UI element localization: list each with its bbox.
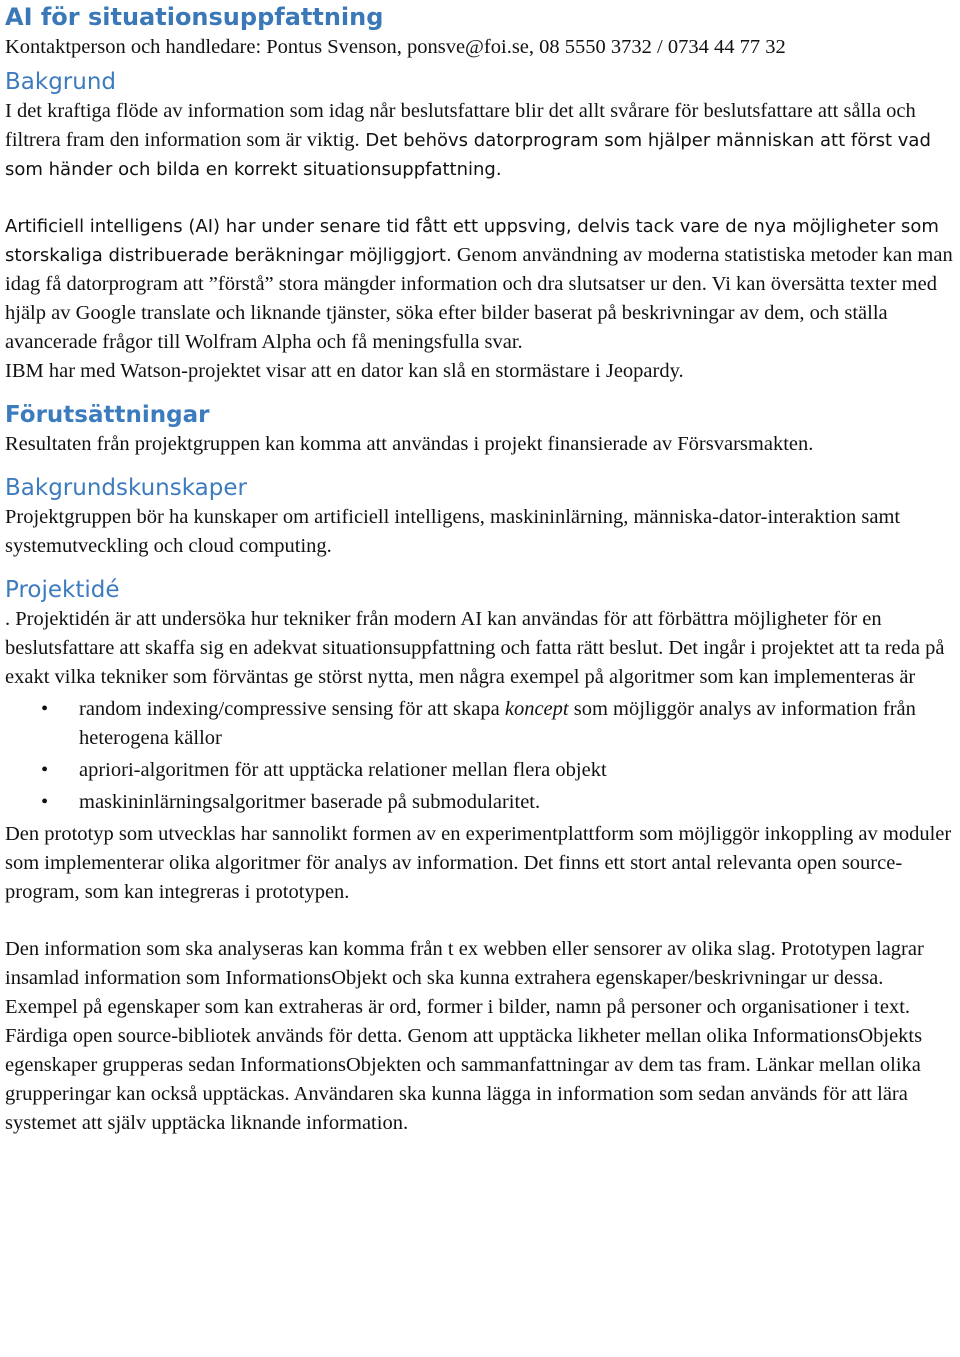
bullet-icon: • (41, 791, 49, 813)
list-item-text-after: som möjliggör analys av information från heterogena källor (79, 698, 916, 749)
prototype-paragraph: Den prototyp som utvecklas har sannolikt formen av en experimentplattform som möjliggör inkoppling av moduler som implementerar olika algoritmer för analys av information. Det finns ett stort antal relevanta open source-program, som kan integreras i prototypen. (5, 823, 952, 903)
bakgrund-paragraph-2 (5, 212, 955, 357)
bakgrund-p2-sans-text: Artificiell intelligens (AI) har under senare tid fått ett uppsving, delvis tack vare de nya möjligheter som storskaliga distribuerade beräkningar möjliggjort. (5, 216, 939, 266)
forutsattningar-text: Resultaten från projektgruppen kan komma att användas i projekt finansierade av Försvarsmakten. (5, 433, 814, 455)
spacer (5, 907, 955, 935)
document-title: AI för situationsuppfattning (5, 3, 384, 31)
heading-bakgrundskunskaper: Bakgrundskunskaper (5, 475, 247, 501)
bakgrund-paragraph-1 (5, 97, 955, 184)
list-item-text: apriori-algoritmen för att upptäcka relationer mellan flera objekt (79, 759, 607, 781)
spacer (5, 459, 955, 473)
information-paragraph: Den information som ska analyseras kan komma från t ex webben eller sensorer av olika slag. Prototypen lagrar insamlad information som InformationsObjekt och ska kunna extrahera egenskaper/beskrivningar ur dessa. Exempel på egenskaper som kan extraheras är ord, former i bilder, namn på personer och organisationer i text. Färdiga open source-bibliotek används för detta. Genom att upptäcka likheter mellan olika InformationsObjekts egenskaper grupperas sedan InformationsObjekten och sammanfattningar av dem tas fram. Länkar mellan olika grupperingar kan också upptäckas. Användaren ska kunna lägga in information som sedan används för att lära systemet att själv upptäcka liknande information. (5, 938, 924, 1134)
bakgrund-paragraph-3: IBM har med Watson-projektet visar att en dator kan slå en stormästare i Jeopardy. (5, 360, 684, 382)
bakgrund-p1-serif-text: I det kraftiga flöde av information som idag når beslutsfattare blir det allt svårare för beslutsfattare att sålla och filtrera fram den information som är viktig. (5, 100, 916, 151)
list-item (5, 756, 955, 785)
bakgrundskunskaper-text: Projektgruppen bör ha kunskaper om artificiell intelligens, maskininlärning, människa-dator-interaktion samt systemutveckling och cloud computing. (5, 506, 901, 557)
bakgrund-p2-serif-text: Genom användning av moderna statistiska metoder kan man idag få datorprogram att ”förstå” stora mängder information och dra slutsatser ur den. Vi kan översätta texter med hjälp av Google translate och liknande tjänster, söka efter bilder baserat på beskrivningar av dem, och ställa avancerade frågor till Wolfram Alpha och få meningsfulla svar. (5, 244, 953, 353)
list-item-text-before: random indexing/compressive sensing för att skapa (79, 698, 505, 720)
algorithm-list (5, 695, 955, 817)
spacer (5, 386, 955, 400)
bakgrund-p1-sans-text: Det behövs datorprogram som hjälper människan att först vad som händer och bilda en korrekt situationsuppfattning. (5, 130, 931, 180)
spacer (5, 561, 955, 575)
spacer (5, 184, 955, 212)
heading-projektide: Projektidé (5, 577, 120, 603)
list-item-text: maskininlärningsalgoritmer baserade på submodularitet. (79, 791, 541, 813)
list-item (5, 788, 955, 817)
bullet-icon: • (41, 698, 49, 720)
heading-bakgrund: Bakgrund (5, 69, 117, 95)
projektide-intro: . Projektidén är att undersöka hur tekniker från modern AI kan användas för att förbättra möjligheter för en beslutsfattare att skaffa sig en adekvat situationsuppfattning och fatta rätt beslut. Det ingår i projektet att ta reda på exakt vilka tekniker som förväntas ge störst nytta, men några exempel på algoritmer som kan implementeras är (5, 608, 945, 688)
bullet-icon: • (41, 759, 49, 781)
list-item (5, 695, 955, 753)
heading-forutsattningar: Förutsättningar (5, 402, 210, 428)
list-item-italic-text: koncept (504, 698, 569, 720)
contact-line: Kontaktperson och handledare: Pontus Svenson, ponsve@foi.se, 08 5550 3732 / 0734 44 77 32 (5, 36, 786, 58)
